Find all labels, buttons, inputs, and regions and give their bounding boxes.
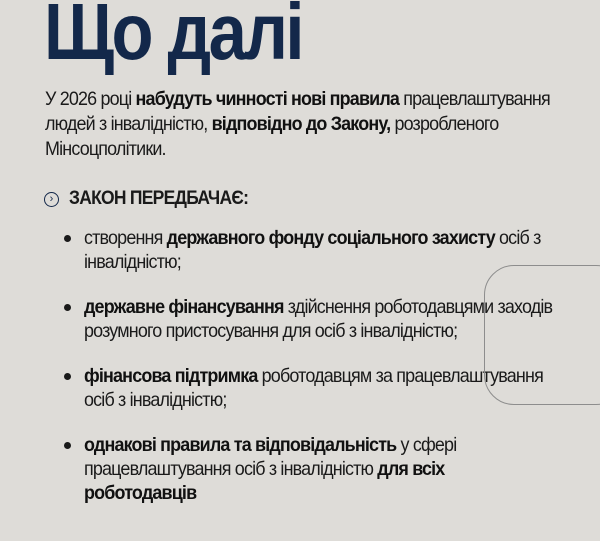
item-bold: державне фінансування [84, 296, 284, 318]
intro-text: У 2026 році [45, 88, 136, 110]
intro-paragraph [45, 87, 560, 162]
intro-text: працевлаштування людей з інвалідністю, [45, 88, 550, 135]
item-bold: державного фонду соціального захисту [166, 227, 495, 249]
item-bold: фінансова підтримка [84, 365, 258, 387]
bullet-icon [64, 442, 71, 449]
item-text: створення [84, 227, 167, 249]
item-text: роботодавцям за працевлаштування осіб з інвалідністю; [84, 365, 543, 411]
intro-bold: відповідно до Закону, [211, 113, 391, 135]
decorative-card-outline [484, 265, 600, 405]
bullet-icon [64, 373, 71, 380]
law-heading [44, 188, 264, 210]
item-bold: однакові правила та відповідальність [84, 434, 397, 456]
item-text: осіб з інвалідністю; [84, 227, 541, 273]
law-label: ЗАКОН ПЕРЕДБАЧАЄ: [69, 188, 249, 209]
intro-bold: набудуть чинності нові правила [135, 88, 400, 110]
page-title: Що далі [44, 0, 302, 76]
bullet-icon [64, 304, 71, 311]
intro-text: розробленого Мінсоцполітики. [45, 113, 499, 160]
item-text: у сфері працевлаштування осіб з інвалідністю [84, 434, 457, 480]
chevron-circle-icon: › [44, 192, 59, 207]
bullet-icon [64, 235, 71, 242]
item-text: здійснення роботодавцями заходів розумного пристосування для осіб з інвалідністю; [84, 296, 553, 342]
item-bold: для всіх роботодавців [84, 458, 445, 504]
list-item [62, 433, 600, 505]
